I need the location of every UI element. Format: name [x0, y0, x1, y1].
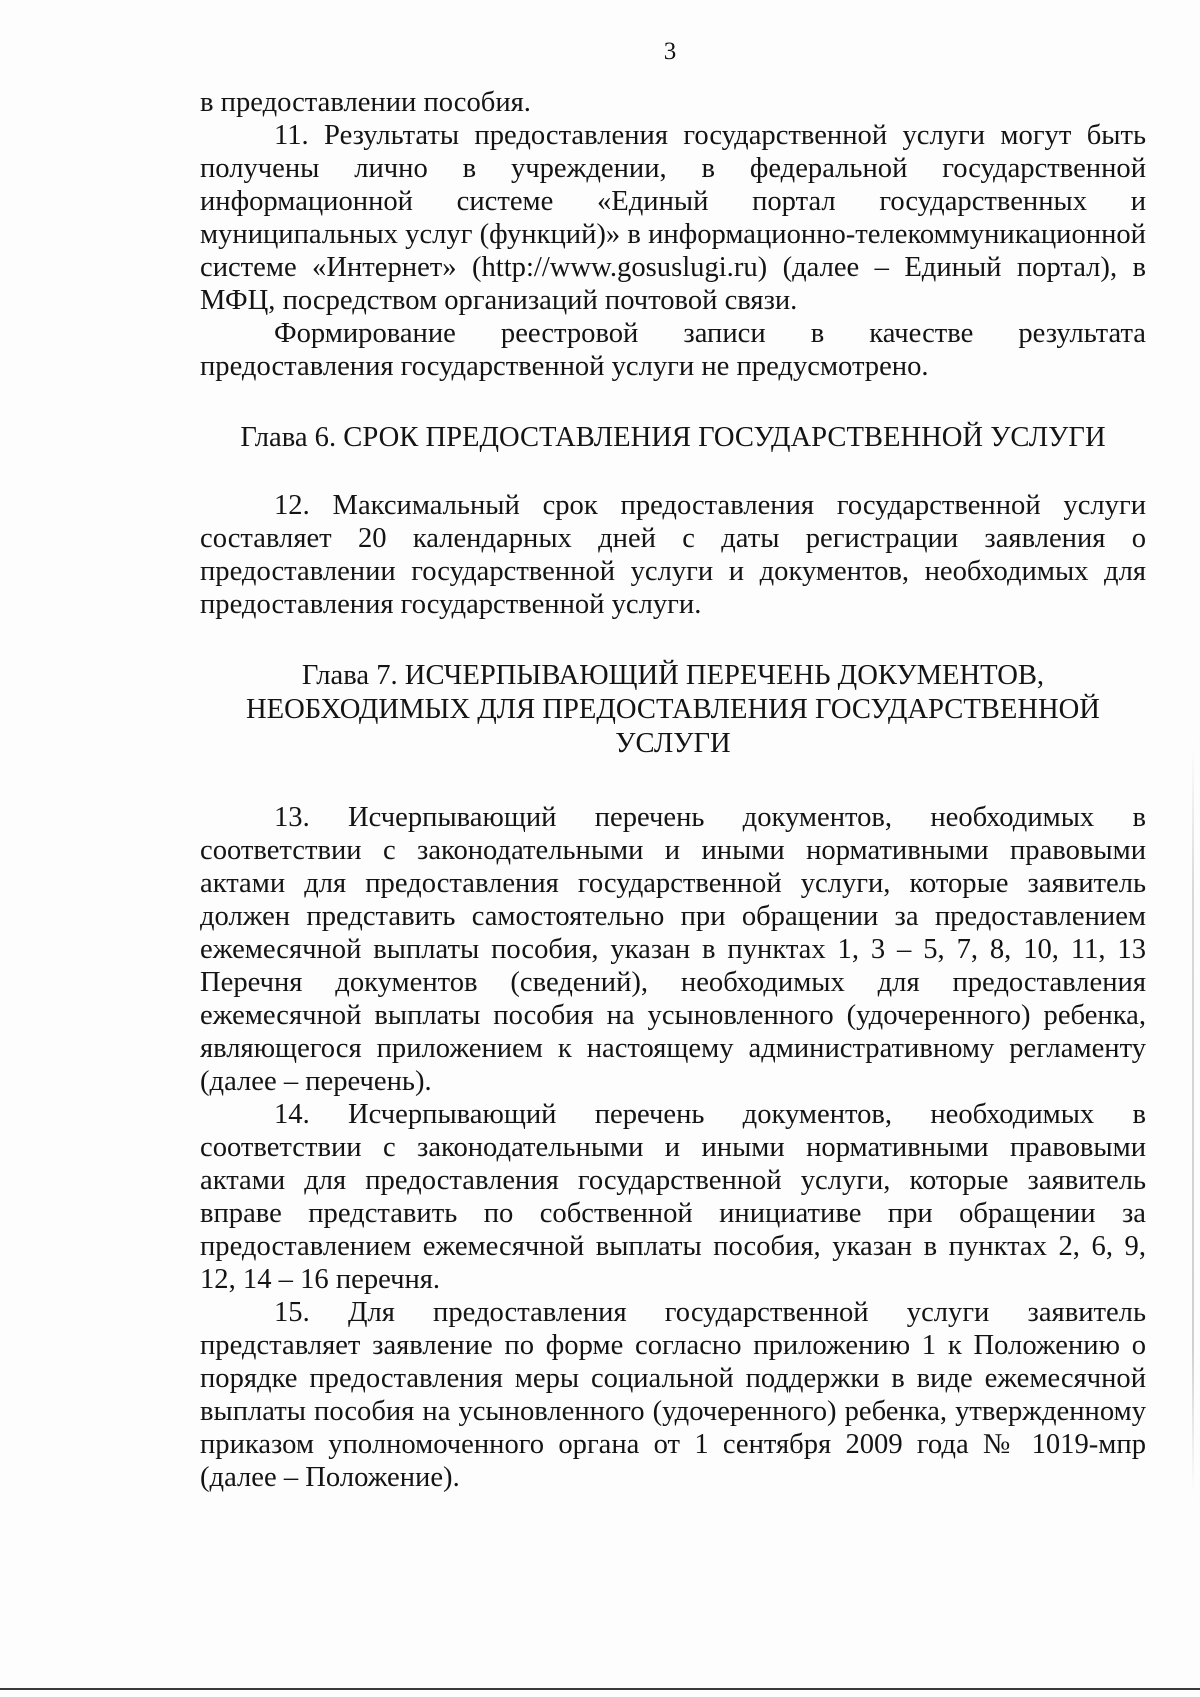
paragraph-15: 15. Для предоставления государственной услуги заявитель представляет заявление по форме согласно приложению 1 к Положению о порядке предоставления меры социальной поддержки в виде ежемесячной выплаты пособия на усыновленного (удочеренного) ребенка, утвержденному приказом уполномоченного органа от 1 сентября 2009 года № 1019-мпр (далее – Положение).: [200, 1297, 1146, 1493]
chapter-7-heading-line-3: УСЛУГИ: [615, 728, 731, 759]
paragraph-continuation: в предоставлении пособия.: [200, 87, 531, 118]
chapter-6-heading: [200, 421, 1146, 455]
paragraph-11: 11. Результаты предоставления государственной услуги могут быть получены лично в учреждении, в федеральной государственной информационной системе «Единый портал государственных и муниципальных услуг (функций)» в информационно-телекоммуникационной системе «Интернет» (http://www.gosuslugi.ru) (далее – Единый портал), в МФЦ, посредством организаций почтовой связи.: [200, 120, 1146, 316]
paragraph-13: 13. Исчерпывающий перечень документов, необходимых в соответствии с законодательными и иными нормативными правовыми актами для предоставления государственной услуги, которые заявитель должен представить самостоятельно при обращении за предоставлением ежемесячной выплаты пособия, указан в пунктах 1, 3 – 5, 7, 8, 10, 11, 13 Перечня документов (сведений), необходимых для предоставления ежемесячной выплаты пособия на усыновленного (удочеренного) ребенка, являющегося приложением к настоящему административному регламенту (далее – перечень).: [200, 802, 1146, 1097]
paragraph-14: 14. Исчерпывающий перечень документов, необходимых в соответствии с законодательными и иными нормативными правовыми актами для предоставления государственной услуги, которые заявитель вправе представить по собственной инициативе при обращении за предоставлением ежемесячной выплаты пособия, указан в пунктах 2, 6, 9, 12, 14 – 16 перечня.: [200, 1099, 1146, 1295]
page-number: 3: [663, 38, 677, 65]
chapter-7-heading-line-1: Глава 7. ИСЧЕРПЫВАЮЩИЙ ПЕРЕЧЕНЬ ДОКУМЕНТОВ,: [301, 660, 1045, 691]
document-body: [200, 86, 1146, 1494]
scan-bottom-edge: [0, 1688, 1200, 1690]
chapter-7-heading-line-2: НЕОБХОДИМЫХ ДЛЯ ПРЕДОСТАВЛЕНИЯ ГОСУДАРСТВЕННОЙ: [246, 694, 1100, 725]
paragraph-12: 12. Максимальный срок предоставления государственной услуги составляет 20 календарных дней с даты регистрации заявления о предоставлении государственной услуги и документов, необходимых для предоставления государственной услуги.: [200, 490, 1146, 620]
chapter-6-heading-line: Глава 6. СРОК ПРЕДОСТАВЛЕНИЯ ГОСУДАРСТВЕННОЙ УСЛУГИ: [240, 422, 1106, 453]
chapter-7-heading: [200, 659, 1146, 761]
scan-edge-shadow: [1192, 740, 1194, 1500]
paragraph-registry-record: Формирование реестровой записи в качестве результата предоставления государственной услуги не предусмотрено.: [200, 318, 1146, 382]
